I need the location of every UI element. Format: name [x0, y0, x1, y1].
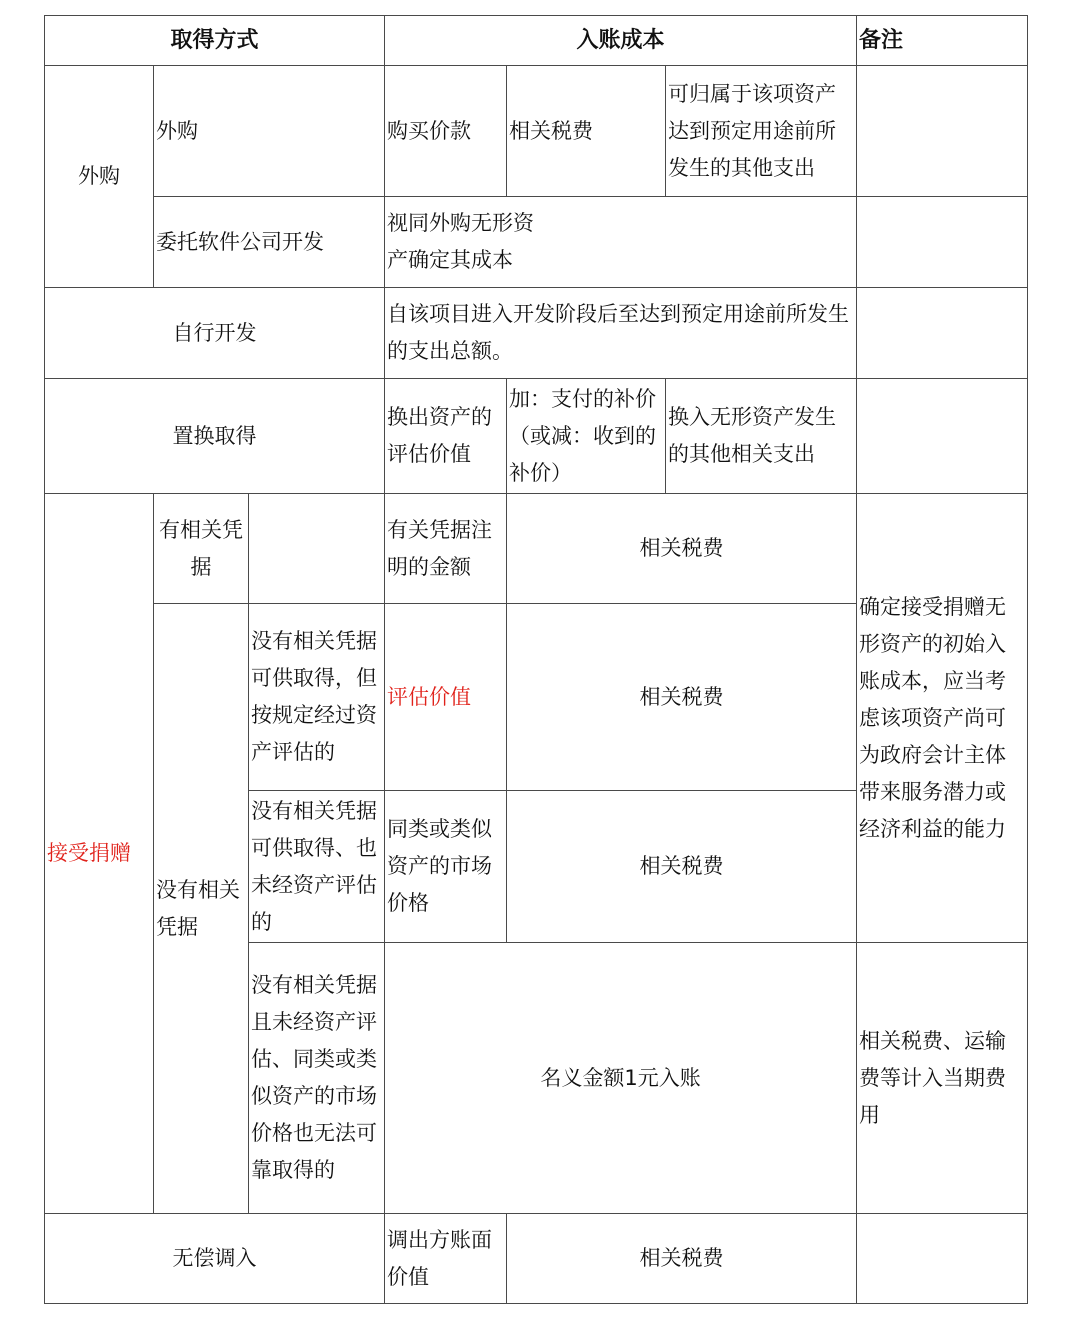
- donation-label: 接受捐赠: [45, 494, 154, 1214]
- purchase-group-label: 外购: [45, 66, 154, 288]
- entrusted-cost: [385, 197, 857, 288]
- table-row: [45, 197, 1028, 288]
- exchange-label: 置换取得: [45, 379, 385, 494]
- header-method: 取得方式: [45, 16, 385, 66]
- self-dev-remark: [857, 288, 1028, 379]
- table-container: [44, 15, 1028, 1304]
- evaluated-amount: 评估价值: [385, 604, 507, 791]
- transfer-amount: 调出方账面价值: [385, 1214, 507, 1304]
- table-row: [45, 494, 1028, 604]
- with-doc-amount: 有关凭据注明的金额: [385, 494, 507, 604]
- self-dev-label: 自行开发: [45, 288, 385, 379]
- entrusted-cost-text: 视同外购无形资产确定其成本: [387, 211, 535, 272]
- with-doc-label: 有相关凭据: [154, 494, 249, 604]
- purchase-tax: 相关税费: [507, 66, 666, 197]
- evaluated-condition: 没有相关凭据可供取得，但按规定经过资产评估的: [249, 604, 385, 791]
- purchase-price: 购买价款: [385, 66, 507, 197]
- evaluated-tax: 相关税费: [507, 604, 857, 791]
- with-doc-blank: [249, 494, 385, 604]
- header-cost: 入账成本: [385, 16, 857, 66]
- transfer-remark: [857, 1214, 1028, 1304]
- purchase-remark: [857, 66, 1028, 197]
- market-tax: 相关税费: [507, 791, 857, 943]
- exchange-cost-2: 加：支付的补价（或减：收到的补价）: [507, 379, 666, 494]
- purchase-other: 可归属于该项资产达到预定用途前所发生的其他支出: [666, 66, 857, 197]
- entrusted-remark: [857, 197, 1028, 288]
- table-row: [45, 379, 1028, 494]
- market-condition: 没有相关凭据可供取得、也未经资产评估的: [249, 791, 385, 943]
- nominal-condition: 没有相关凭据且未经资产评估、同类或类似资产的市场价格也无法可靠取得的: [249, 943, 385, 1214]
- entrusted-label: 委托软件公司开发: [154, 197, 385, 288]
- with-doc-tax: 相关税费: [507, 494, 857, 604]
- exchange-cost-3: 换入无形资产发生的其他相关支出: [666, 379, 857, 494]
- table-row: [45, 288, 1028, 379]
- purchase-sub-label: 外购: [154, 66, 385, 197]
- header-row: [45, 16, 1028, 66]
- intangible-asset-cost-table: [44, 15, 1028, 1304]
- transfer-tax: 相关税费: [507, 1214, 857, 1304]
- no-doc-label: 没有相关凭据: [154, 604, 249, 1214]
- market-amount: 同类或类似资产的市场价格: [385, 791, 507, 943]
- nominal-amount: 名义金额1元入账: [385, 943, 857, 1214]
- donation-remark: 确定接受捐赠无形资产的初始入账成本，应当考虑该项资产尚可为政府会计主体带来服务潜力或经济利益的能力: [857, 494, 1028, 943]
- transfer-label: 无偿调入: [45, 1214, 385, 1304]
- exchange-cost-1: 换出资产的评估价值: [385, 379, 507, 494]
- header-remark: 备注: [857, 16, 1028, 66]
- table-row: [45, 1214, 1028, 1304]
- nominal-remark: 相关税费、运输费等计入当期费用: [857, 943, 1028, 1214]
- exchange-remark: [857, 379, 1028, 494]
- table-row: [45, 66, 1028, 197]
- self-dev-cost-text: 自该项目进入开发阶段后至达到预定用途前所发生的支出总额。: [387, 302, 850, 363]
- self-dev-cost: [385, 288, 857, 379]
